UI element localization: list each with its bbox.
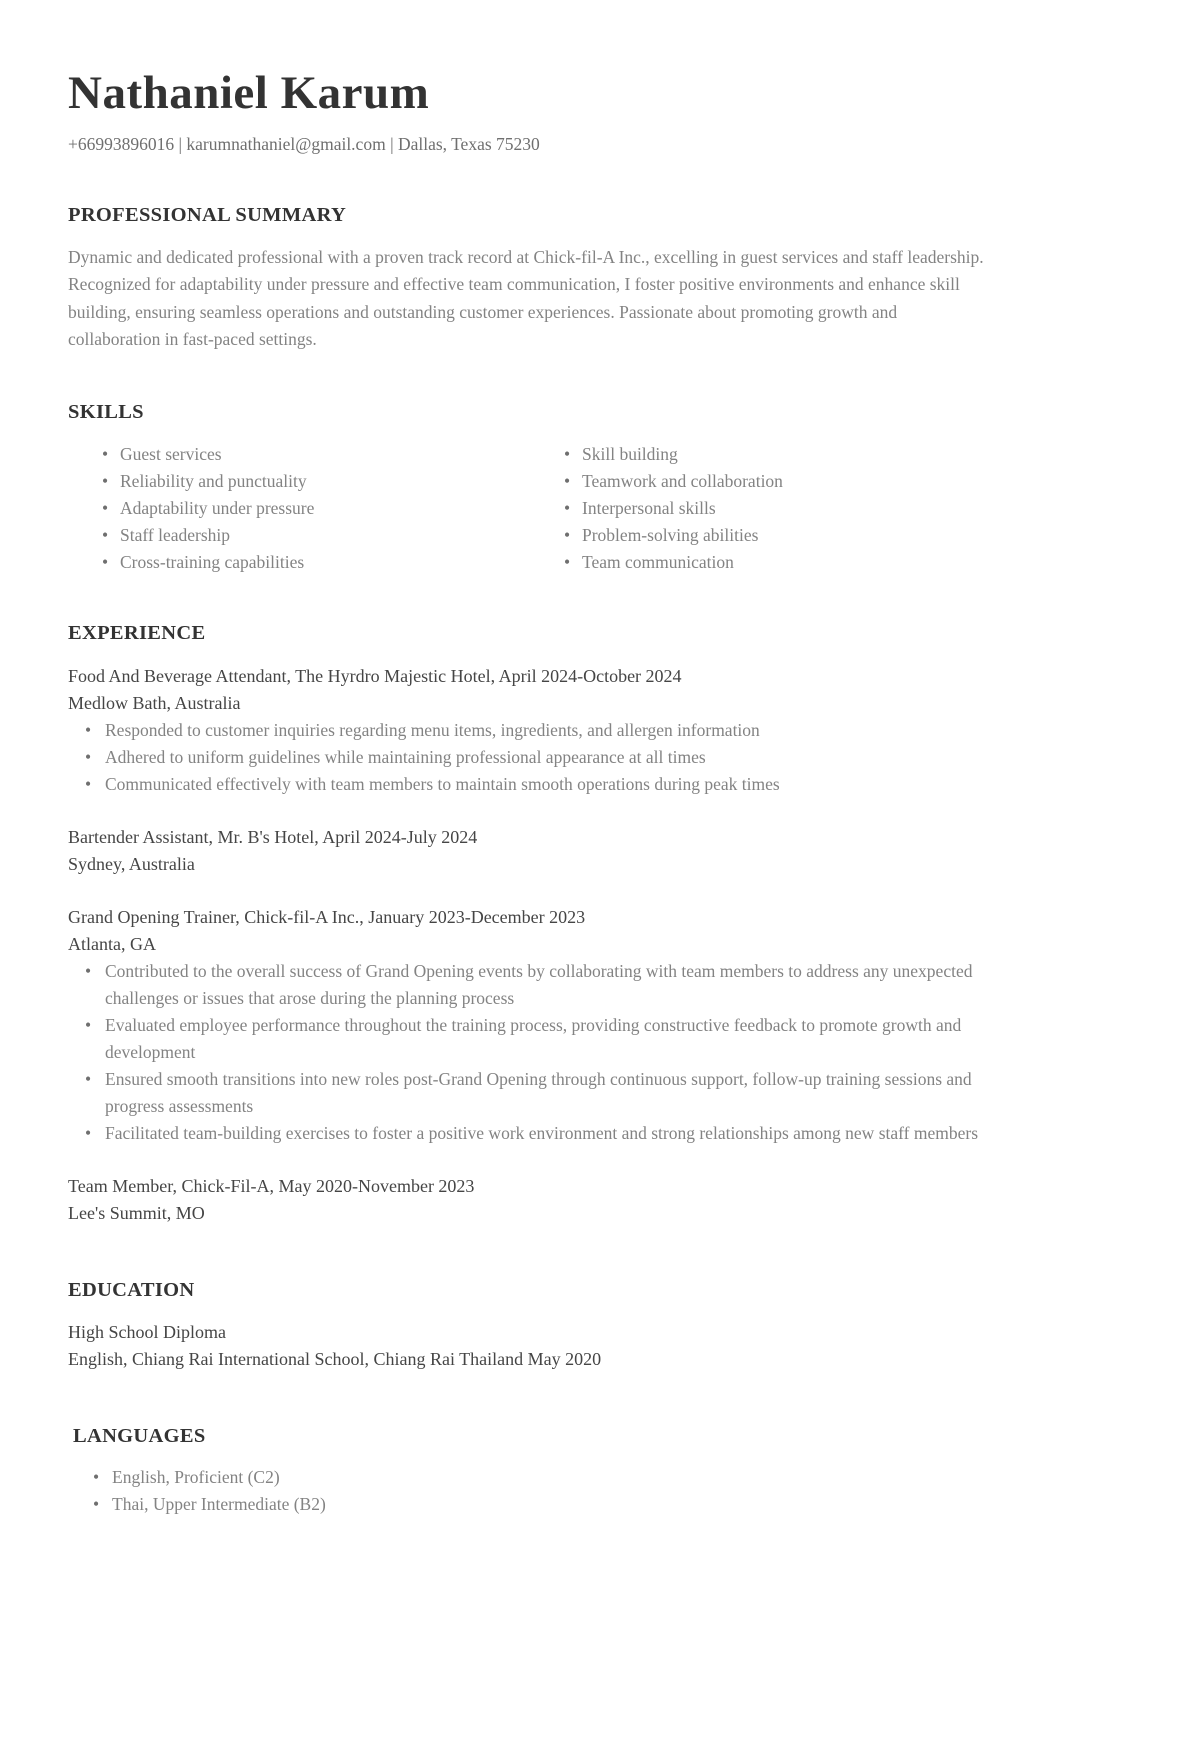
skill-item: • Cross-training capabilities (68, 549, 530, 576)
section-experience (68, 622, 1117, 1227)
skill-item: • Teamwork and collaboration (530, 468, 992, 495)
skill-item: • Guest services (68, 441, 530, 468)
experience-heading: EXPERIENCE (68, 621, 206, 644)
person-name: Nathaniel Karum (68, 67, 430, 119)
experience-entry (68, 824, 1117, 878)
skill-item: • Reliability and punctuality (68, 468, 530, 495)
job-bullets (68, 958, 1008, 1147)
resume-header (68, 68, 1117, 155)
job-title: Food And Beverage Attendant, The Hyrdro Majestic Hotel, April 2024-October 2024 (68, 665, 682, 686)
skills-list-left (68, 441, 530, 576)
section-skills (68, 401, 1117, 576)
skills-heading: SKILLS (68, 400, 144, 423)
job-location: Lee's Summit, MO (68, 1202, 205, 1223)
job-bullet: • Communicated effectively with team members to maintain smooth operations during peak times (68, 771, 1008, 798)
job-bullet: • Evaluated employee performance throughout the training process, providing constructive feedback to promote growth and development (68, 1012, 1008, 1066)
job-bullet: • Responded to customer inquiries regarding menu items, ingredients, and allergen information (68, 717, 1008, 744)
education-details: English, Chiang Rai International School, Chiang Rai Thailand May 2020 (68, 1348, 602, 1369)
job-title: Bartender Assistant, Mr. B's Hotel, April 2024-July 2024 (68, 826, 478, 847)
skill-item: • Adaptability under pressure (68, 495, 530, 522)
experience-entry (68, 904, 1117, 1147)
job-bullets (68, 717, 1008, 798)
section-education (68, 1279, 1117, 1373)
languages-list (68, 1464, 1117, 1518)
contact-info: +66993896016 | karumnathaniel@gmail.com | Dallas, Texas 75230 (68, 133, 540, 154)
skills-columns (68, 441, 1117, 576)
languages-heading: LANGUAGES (73, 1424, 206, 1447)
job-location: Medlow Bath, Australia (68, 692, 241, 713)
job-location: Sydney, Australia (68, 853, 195, 874)
skills-column-left (68, 441, 530, 576)
skill-item: • Problem-solving abilities (530, 522, 992, 549)
language-item: • Thai, Upper Intermediate (B2) (68, 1491, 1117, 1518)
job-title: Grand Opening Trainer, Chick-fil-A Inc., January 2023-December 2023 (68, 906, 586, 927)
skill-item: • Skill building (530, 441, 992, 468)
professional-summary-text: Dynamic and dedicated professional with a proven track record at Chick-fil-A Inc., excelling in guest services and staff leadership. Recognized for adaptability under pressure and effective team communication, I foster positive environments and enhance skill building, ensuring seamless operations and outstanding customer experiences. Passionate about promoting growth and collaboration in fast-paced settings. (68, 246, 984, 350)
education-degree: High School Diploma (68, 1321, 226, 1342)
experience-entry (68, 1173, 1117, 1227)
skill-item: • Staff leadership (68, 522, 530, 549)
professional-summary-heading: PROFESSIONAL SUMMARY (68, 203, 347, 226)
section-professional-summary (68, 204, 1117, 354)
education-heading: EDUCATION (68, 1278, 195, 1301)
skills-column-right (530, 441, 992, 576)
skill-item: • Interpersonal skills (530, 495, 992, 522)
job-bullet: • Adhered to uniform guidelines while maintaining professional appearance at all times (68, 744, 1008, 771)
language-item: • English, Proficient (C2) (68, 1464, 1117, 1491)
skill-item: • Team communication (530, 549, 992, 576)
experience-entry (68, 663, 1117, 798)
skills-list-right (530, 441, 992, 576)
job-title: Team Member, Chick-Fil-A, May 2020-November 2023 (68, 1175, 475, 1196)
section-languages (68, 1425, 1117, 1518)
job-bullet: • Ensured smooth transitions into new roles post-Grand Opening through continuous support, follow-up training sessions and progress assessments (68, 1066, 1008, 1120)
job-bullet: • Contributed to the overall success of Grand Opening events by collaborating with team members to address any unexpected challenges or issues that arose during the planning process (68, 958, 1008, 1012)
job-location: Atlanta, GA (68, 933, 156, 954)
job-bullet: • Facilitated team-building exercises to foster a positive work environment and strong relationships among new staff members (68, 1120, 1008, 1147)
